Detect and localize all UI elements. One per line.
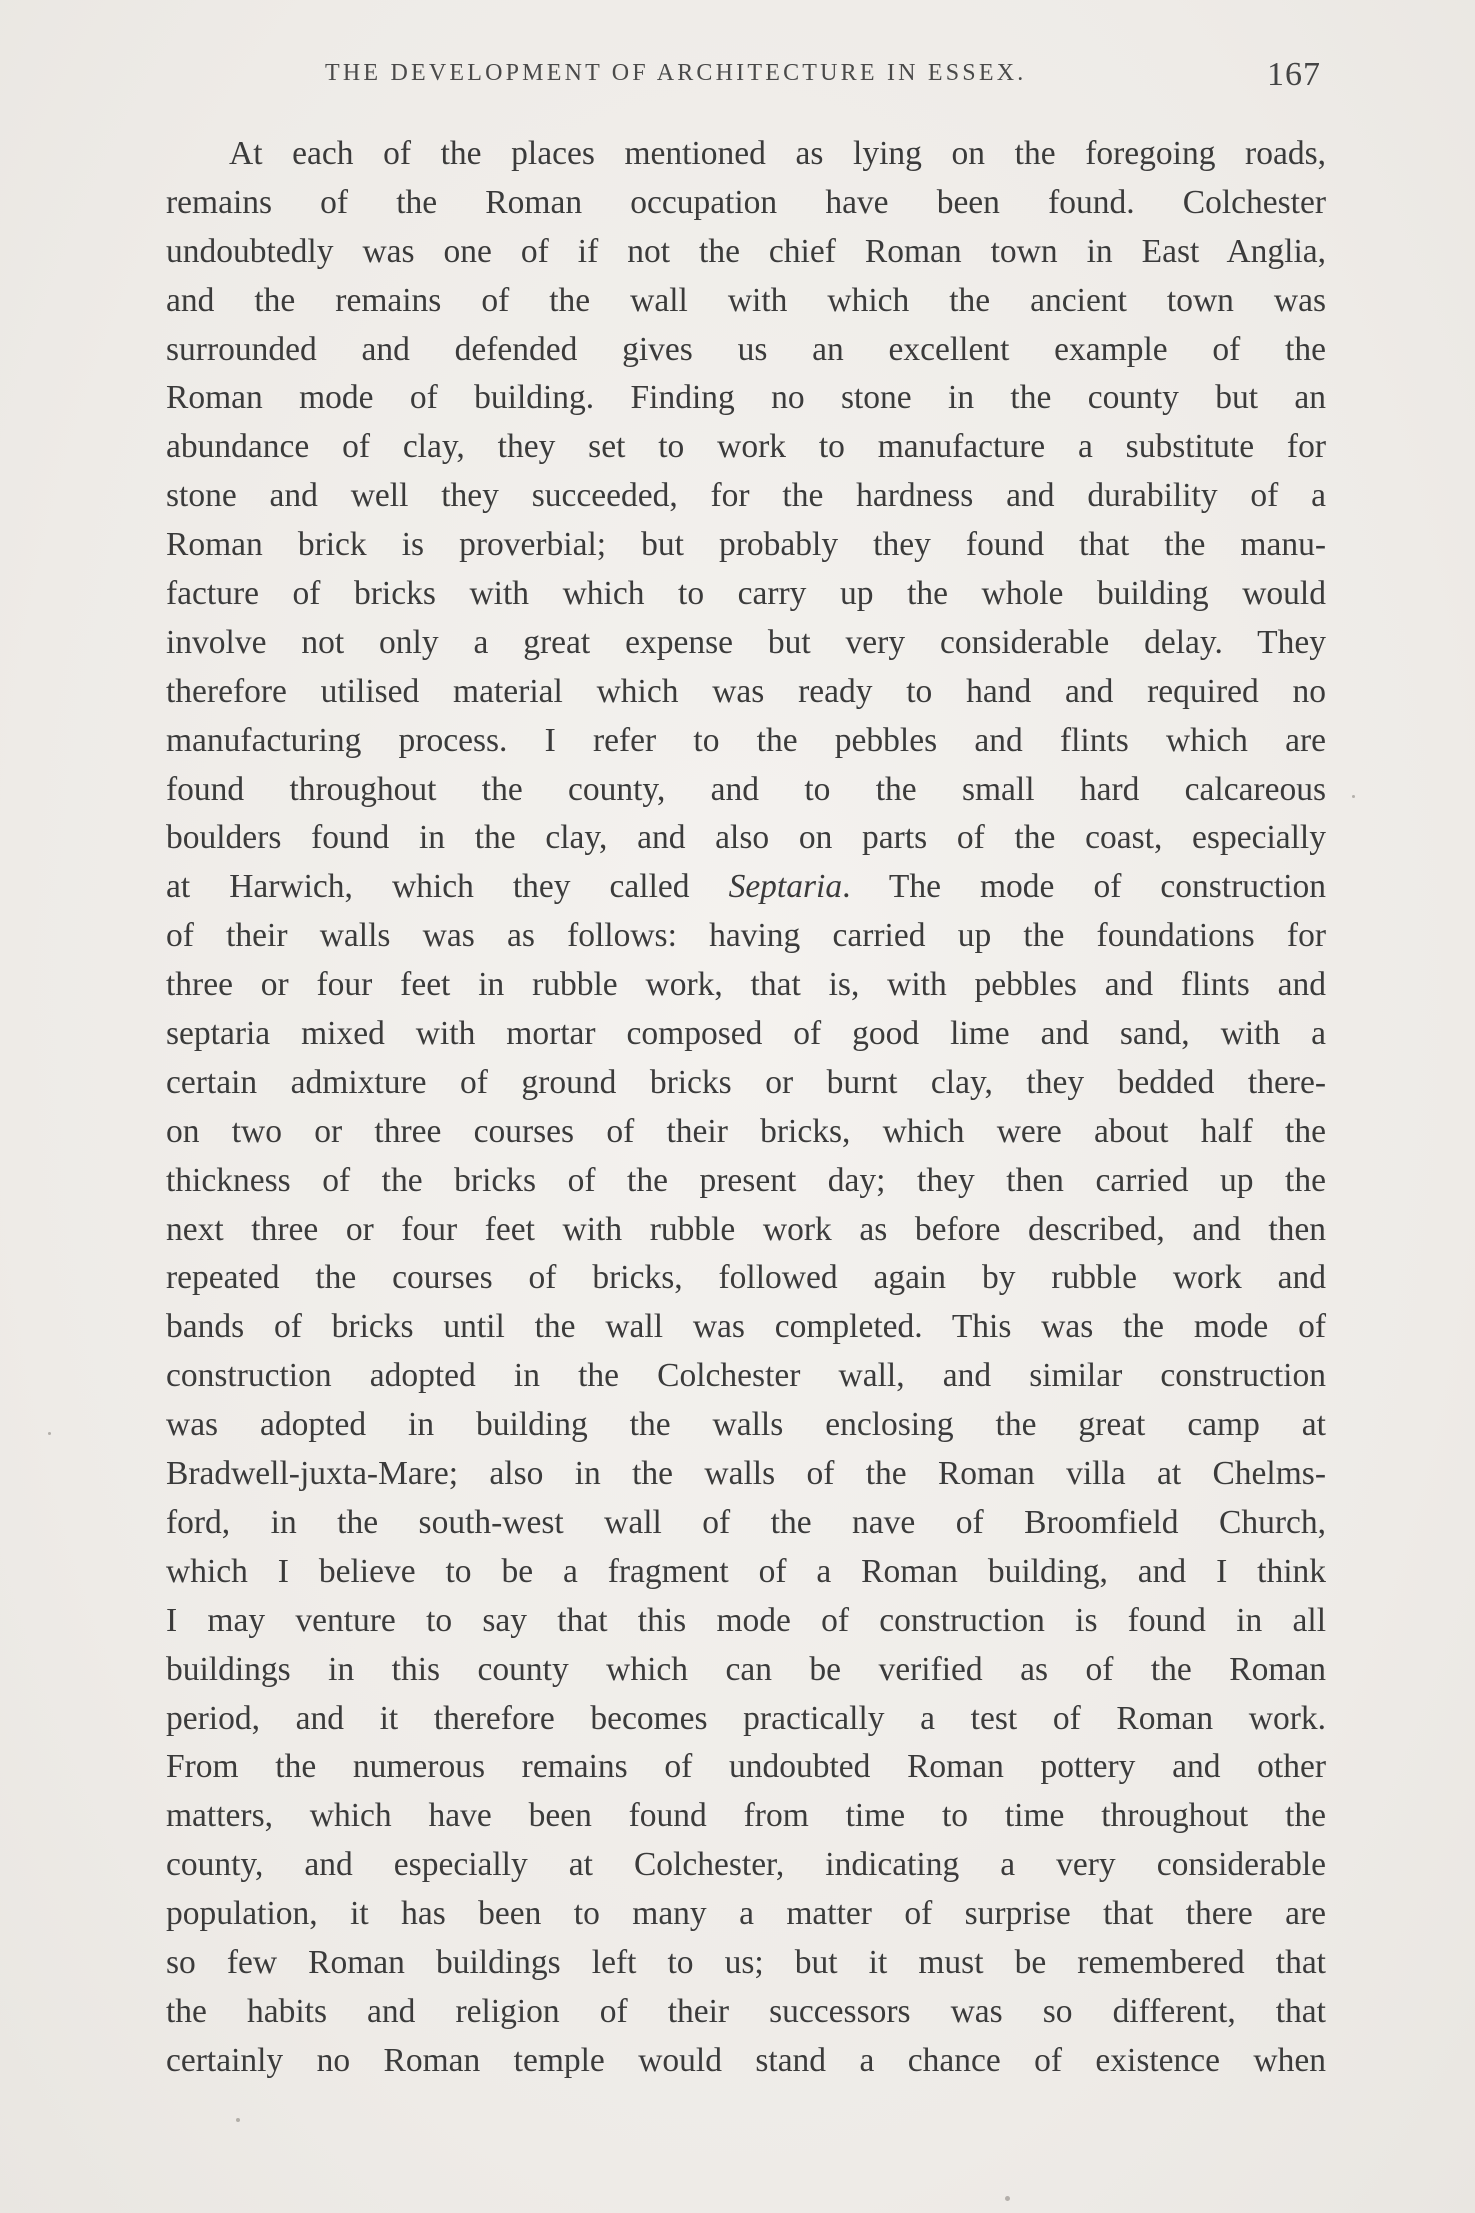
paper-speck [48,1432,51,1435]
text-line-content: and the remains of the wall with which the ancient town was [166,281,1326,319]
text-line-content: population, it has been to many a matter of surprise that there are [166,1895,1326,1933]
text-line [166,472,1326,521]
text-line [166,1646,1326,1695]
body-paragraph [166,130,1326,2086]
text-line-content: certain admixture of ground bricks or burnt clay, they bedded there- [166,1063,1326,1101]
text-line-content: septaria mixed with mortar composed of good lime and sand, with a [166,1015,1326,1053]
text-line-content: involve not only a great expense but very considerable delay. They [166,623,1326,661]
text-line [166,766,1326,815]
text-line [166,521,1326,570]
text-line [166,1890,1326,1939]
text-line [166,1939,1326,1988]
text-line-content: ford, in the south-west wall of the nave of Broomfield Church, [166,1503,1326,1541]
text-line-content: Roman mode of building. Finding no stone in the county but an [166,379,1326,417]
text-line-content: boulders found in the clay, and also on parts of the coast, especially [166,819,1326,857]
text-line [166,1597,1326,1646]
text-line-content: manufacturing process. I refer to the pebbles and flints which are [166,721,1326,759]
text-line-content: Roman brick is proverbial; but probably they found that the manu- [166,526,1326,564]
text-line [166,1792,1326,1841]
text-line-content: certainly no Roman temple would stand a chance of existence when [166,2041,1326,2079]
text-line [166,1157,1326,1206]
text-line-content: repeated the courses of bricks, followed again by rubble work and [166,1259,1326,1297]
text-line-content: so few Roman buildings left to us; but it must be remembered that [166,1943,1326,1981]
text-line [166,423,1326,472]
text-line [166,179,1326,228]
text-line-content: therefore utilised material which was ready to hand and required no [166,672,1326,710]
text-line [166,1743,1326,1792]
text-line [166,1499,1326,1548]
text-line [166,374,1326,423]
text-line-content: Bradwell-juxta-Mare; also in the walls of the Roman villa at Chelms- [166,1455,1326,1493]
text-line [166,1450,1326,1499]
paper-speck [1352,795,1355,798]
paper-speck [1005,2196,1010,2201]
text-line [166,1254,1326,1303]
text-line [166,228,1326,277]
text-line-content: facture of bricks with which to carry up the whole building would [166,575,1326,613]
text-line-content: matters, which have been found from time to time throughout the [166,1797,1326,1835]
text-line-content: From the numerous remains of undoubted Roman pottery and other [166,1748,1326,1786]
text-line [166,668,1326,717]
text-line [166,912,1326,961]
text-line-content: bands of bricks until the wall was completed. This was the mode of [166,1308,1326,1346]
text-line [166,863,1326,912]
text-line [166,1206,1326,1255]
text-line [166,326,1326,375]
text-line [166,1108,1326,1157]
text-line [166,814,1326,863]
text-line-content: at Harwich, which they called Septaria. The mode of construction [166,868,1326,906]
text-line [166,1010,1326,1059]
text-line-content: thickness of the bricks of the present day; they then carried up the [166,1161,1326,1199]
text-line-content: on two or three courses of their bricks, which were about half the [166,1112,1326,1150]
text-line-content: I may venture to say that this mode of construction is found in all [166,1601,1326,1639]
text-line-content: abundance of clay, they set to work to manufacture a substitute for [166,428,1326,466]
text-line [166,1352,1326,1401]
text-line [166,130,1326,179]
paper-speck [236,2118,240,2122]
text-line [166,277,1326,326]
text-line-content: At each of the places mentioned as lying on the foregoing roads, [229,135,1326,172]
text-line-content: of their walls was as follows: having carried up the foundations for [166,917,1326,955]
text-line-content: next three or four feet with rubble work as before described, and then [166,1210,1326,1248]
running-head: THE DEVELOPMENT OF ARCHITECTURE IN ESSEX. [325,60,1027,86]
text-line [166,1988,1326,2037]
text-line [166,1401,1326,1450]
text-line-content: buildings in this county which can be verified as of the Roman [166,1650,1326,1688]
text-line [166,1695,1326,1744]
text-line-content: construction adopted in the Colchester wall, and similar construction [166,1357,1326,1395]
text-line-content: found throughout the county, and to the small hard calcareous [166,770,1326,808]
text-line-content: remains of the Roman occupation have been found. Colchester [166,183,1326,221]
italic-term: Septaria [728,868,843,906]
text-line-content: three or four feet in rubble work, that is, with pebbles and flints and [166,966,1326,1004]
text-line [166,717,1326,766]
text-line [166,2037,1326,2086]
text-line [166,1303,1326,1352]
text-line-content: which I believe to be a fragment of a Roman building, and I think [166,1552,1326,1590]
text-line [166,1548,1326,1597]
text-line-content: stone and well they succeeded, for the hardness and durability of a [166,477,1326,515]
page-header [165,56,1333,100]
text-line [166,570,1326,619]
page-number: 167 [1267,56,1321,93]
text-line [166,1841,1326,1890]
text-line-content: undoubtedly was one of if not the chief Roman town in East Anglia, [166,232,1326,270]
text-line [166,961,1326,1010]
text-line-content: county, and especially at Colchester, indicating a very considerable [166,1846,1326,1884]
text-line [166,619,1326,668]
text-line-content: surrounded and defended gives us an excellent example of the [166,330,1326,368]
text-line-content: period, and it therefore becomes practically a test of Roman work. [166,1699,1326,1737]
text-line-content: was adopted in building the walls enclosing the great camp at [166,1406,1326,1444]
text-line-content: the habits and religion of their successors was so different, that [166,1992,1326,2030]
text-line [166,1059,1326,1108]
